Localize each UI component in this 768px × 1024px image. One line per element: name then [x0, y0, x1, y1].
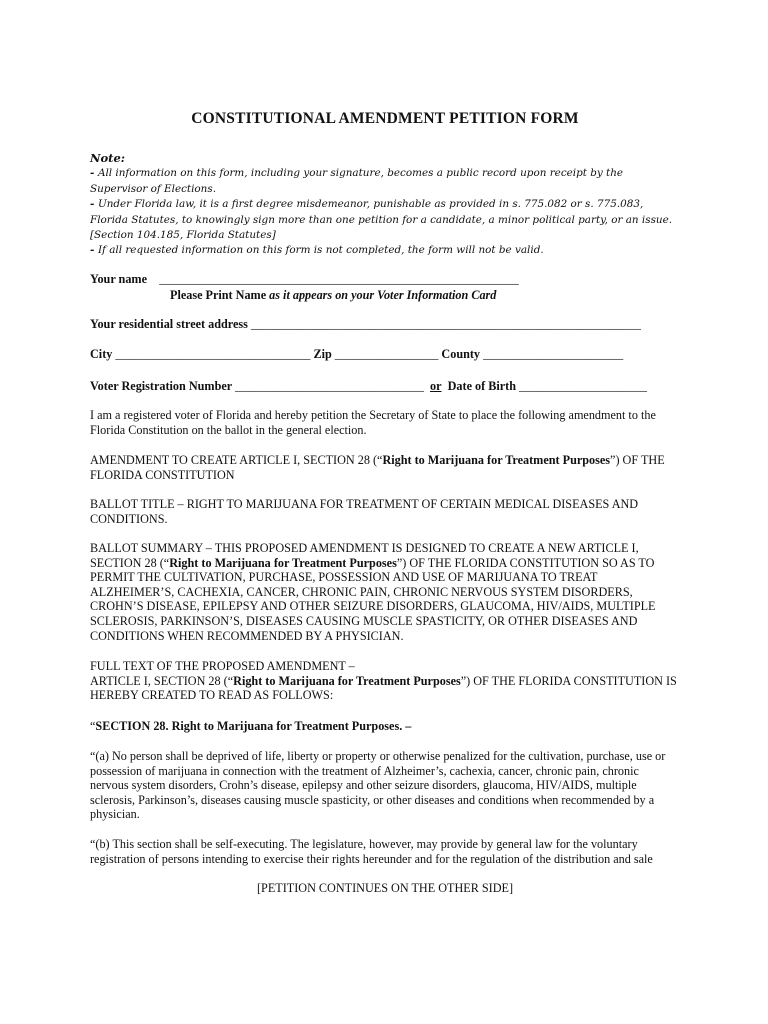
- name-label: Your name: [90, 272, 147, 286]
- city-line[interactable]: ________________________________: [115, 347, 311, 361]
- address-field-row: [90, 317, 641, 332]
- full-text-heading: FULL TEXT OF THE PROPOSED AMENDMENT – ARTICLE I, SECTION 28 (“Right to Marijuana for Treatment Purposes”) OF THE FLORIDA CONSTITUTION IS HEREBY CREATED TO READ AS FOLLOWS:: [90, 659, 677, 703]
- or-label: or: [430, 379, 442, 393]
- city-label: City: [90, 347, 113, 361]
- paragraph-b: “(b) This section shall be self-executing. The legislature, however, may provide by general law for the voluntary registration of persons intending to exercise their rights hereunder and for the regulation of the distribution and sale: [90, 837, 653, 866]
- voter-registration-line[interactable]: _______________________________: [235, 379, 424, 393]
- petition-statement: I am a registered voter of Florida and hereby petition the Secretary of State to place the following amendment to the Florida Constitution on the ballot in the general election.: [90, 408, 656, 437]
- ballot-summary: BALLOT SUMMARY – THIS PROPOSED AMENDMENT IS DESIGNED TO CREATE A NEW ARTICLE I, SECTION 28 (“Right to Marijuana for Treatment Purposes”) OF THE FLORIDA CONSTITUTION SO AS TO PERMIT THE CULTIVATION, PURCHASE, POSSESSION AND USE OF MARIJUANA TO TREAT ALZHEIMER’S, CACHEXIA, CANCER, CHRONIC PAIN, CHRONIC NERVOUS SYSTEM DISORDERS, CROHN’S DISEASE, EPILEPSY AND OTHER SEIZURE DISORDERS, GLAUCOMA, HIV/AIDS, MULTIPLE SCLEROSIS, PARKINSON’S, DISEASES CAUSING MUSCLE SPASTICITY, OR OTHER DISEASES AND CONDITIONS WHEN RECOMMENDED BY A PHYSICIAN.: [90, 541, 656, 643]
- address-line[interactable]: ________________________________________________________________: [250, 317, 641, 331]
- paragraph-a: “(a) No person shall be deprived of life, liberty or property or otherwise penalized for the cultivation, purchase, use or possession of marijuana in connection with the treatment of Alzheimer’s, cachexia, cancer, chronic pain, chronic nervous system disorders, Crohn’s disease, epilepsy and other seizure disorders, glaucoma, HIV/AIDS, multiple sclerosis, Parkinson’s, diseases causing muscle spasticity, or other diseases and conditions when recommended by a physician.: [90, 749, 666, 822]
- voter-registration-label: Voter Registration Number: [90, 379, 232, 393]
- city-zip-county-row: [90, 347, 623, 362]
- zip-label: Zip: [313, 347, 332, 361]
- page-title: CONSTITUTIONAL AMENDMENT PETITION FORM: [191, 110, 579, 127]
- name-field-row: [90, 272, 519, 287]
- name-line[interactable]: ___________________________________________________________: [159, 272, 519, 286]
- notes-block: [90, 151, 680, 259]
- note-item: - If all requested information on this form is not completed, the form will not be valid.: [90, 244, 544, 257]
- section-heading: “SECTION 28. Right to Marijuana for Treatment Purposes. –: [90, 719, 412, 733]
- amendment-heading: AMENDMENT TO CREATE ARTICLE I, SECTION 28 (“Right to Marijuana for Treatment Purposes”) OF THE FLORIDA CONSTITUTION: [90, 453, 665, 482]
- print-name-instruction: Please Print Name as it appears on your Voter Information Card: [170, 288, 497, 302]
- county-line[interactable]: _______________________: [483, 347, 624, 361]
- county-label: County: [441, 347, 481, 361]
- continues-notice: [PETITION CONTINUES ON THE OTHER SIDE]: [256, 881, 514, 895]
- notes-heading: Note:: [90, 151, 126, 165]
- note-item: - All information on this form, including your signature, becomes a public record upon receipt by the Supervisor of Elections.: [90, 167, 624, 195]
- ballot-title: BALLOT TITLE – RIGHT TO MARIJUANA FOR TREATMENT OF CERTAIN MEDICAL DISEASES AND CONDITIONS.: [90, 497, 639, 526]
- dob-line[interactable]: _____________________: [519, 379, 647, 393]
- note-item: - Under Florida law, it is a first degree misdemeanor, punishable as provided in s. 775.082 or s. 775.083, Florida Statutes, to knowingly sign more than one petition for a candidate, a minor political party, or an issue. [Section 104.185, Florida Statutes]: [90, 198, 673, 242]
- dob-label: Date of Birth: [447, 379, 516, 393]
- zip-line[interactable]: _________________: [334, 347, 439, 361]
- address-label: Your residential street address: [90, 317, 248, 331]
- voter-dob-row: [90, 379, 647, 394]
